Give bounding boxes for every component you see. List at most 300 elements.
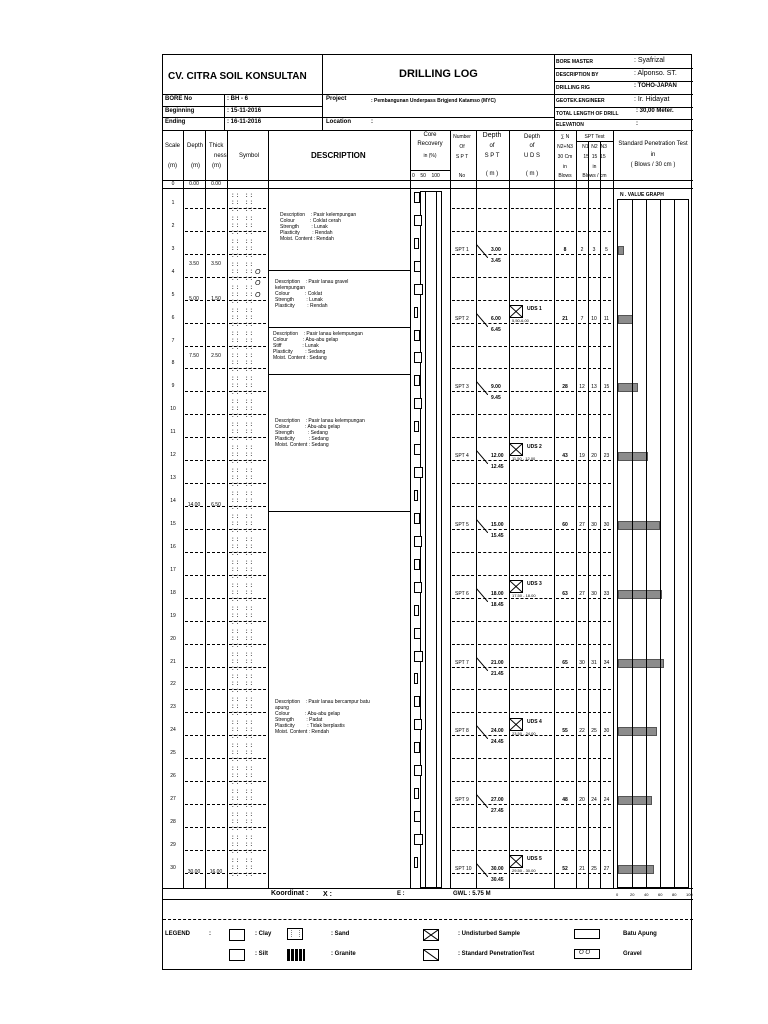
n-value-bar — [618, 315, 633, 324]
row-divider — [511, 644, 552, 645]
n-value-bar — [618, 521, 660, 530]
row-divider — [207, 277, 225, 278]
row-divider — [578, 300, 611, 301]
core-piece — [414, 421, 419, 432]
col-depth-uds-4: ( m ) — [525, 171, 539, 177]
spt-n3: 24 — [603, 797, 610, 804]
bore-master-label: BORE MASTER — [556, 59, 593, 65]
drilling-rig-value: : TOHO-JAPAN — [634, 83, 677, 89]
col-number: Number — [453, 134, 471, 140]
location-label: Location — [326, 119, 351, 125]
scale-label: 22 — [170, 681, 176, 688]
row-divider — [207, 483, 225, 484]
batu-apung-swatch — [574, 929, 600, 939]
zero-scale: 0 — [171, 181, 175, 187]
layer-thickness: 6.50 — [211, 502, 221, 509]
row-divider — [556, 781, 574, 782]
scale-label: 23 — [170, 704, 176, 711]
spt-sum-n: 63 — [562, 590, 568, 597]
spt-sum-n: 65 — [562, 659, 568, 666]
symbol-hatch: :: :: :: :: :: :: — [231, 719, 255, 741]
row-divider — [452, 391, 474, 392]
ending-label: Ending — [165, 119, 186, 125]
row-divider — [511, 552, 552, 553]
row-divider — [578, 277, 611, 278]
spt-number: SPT 10 — [455, 865, 472, 872]
row-divider — [207, 368, 225, 369]
legend-gravel: Gravel — [623, 951, 642, 957]
row-divider — [556, 460, 574, 461]
row-divider — [185, 598, 203, 599]
scale-label: 6 — [171, 314, 175, 321]
core-piece — [414, 490, 418, 501]
row-divider — [185, 231, 203, 232]
row-divider — [185, 552, 203, 553]
core-piece — [414, 513, 420, 524]
row-divider — [207, 758, 225, 759]
project-value: : Pembangunan Underpass Brigjend Katamso (MYC) — [371, 98, 496, 104]
spt-n1: 30 — [579, 659, 585, 666]
row-divider — [452, 689, 474, 690]
row-divider — [578, 667, 611, 668]
n-value-bar — [618, 659, 664, 668]
symbol-hatch: :: :: :: :: :: :: — [231, 421, 255, 443]
core-piece — [414, 696, 420, 707]
row-divider — [578, 621, 611, 622]
row-divider — [578, 689, 611, 690]
row-divider — [556, 689, 574, 690]
row-divider — [478, 368, 507, 369]
row-divider — [452, 460, 474, 461]
total-length-label: TOTAL LENGTH OF DRILL — [556, 111, 619, 117]
row-divider — [185, 850, 203, 851]
clay-swatch — [229, 929, 245, 941]
spt-depth-top: 3.00 — [491, 246, 501, 253]
row-divider — [478, 483, 507, 484]
uds-marker — [509, 580, 523, 593]
scale-label: 15 — [170, 520, 176, 527]
row-divider — [556, 850, 574, 851]
scale-label: 17 — [170, 566, 176, 573]
legend-undisturbed: : Undisturbed Sample — [458, 931, 521, 937]
spt-number: SPT 7 — [455, 659, 469, 666]
scale-label: 24 — [170, 727, 176, 734]
spt-n1: 21 — [579, 865, 585, 872]
row-divider — [556, 391, 574, 392]
scale-label: 29 — [170, 841, 176, 848]
elevation-value: : — [636, 121, 638, 127]
row-divider — [556, 873, 574, 874]
row-divider — [478, 827, 507, 828]
scale-label: 13 — [170, 475, 176, 482]
col-depth-uds-3: U D S — [523, 153, 540, 159]
row-divider — [556, 644, 574, 645]
row-divider — [578, 208, 611, 209]
col-std-3: ( Blows / 30 cm ) — [630, 162, 676, 168]
spt-n3: 33 — [603, 590, 610, 597]
layer-thickness: 2.50 — [211, 352, 221, 359]
row-divider — [452, 850, 474, 851]
row-divider — [207, 323, 225, 324]
uds-range: 17.50 - 18.00 — [512, 593, 536, 599]
core-piece — [414, 352, 422, 363]
spt-n3: 11 — [603, 315, 610, 322]
row-divider — [578, 346, 611, 347]
spt-n1: 2 — [580, 246, 584, 253]
bore-no-label: BORE No — [165, 96, 192, 102]
row-divider — [556, 735, 574, 736]
row-divider — [478, 277, 507, 278]
legend-silt: : Silt — [255, 951, 268, 957]
core-piece — [414, 284, 423, 295]
row-divider — [511, 231, 552, 232]
row-divider — [185, 575, 203, 576]
col-std: Standard Penetration Test — [618, 141, 688, 147]
legend-spt: : Standard PenetrationTest — [458, 951, 535, 957]
spt-number: SPT 5 — [455, 521, 469, 528]
koordinat-e: E : — [397, 891, 405, 897]
col-depth-spt: Depth — [482, 132, 502, 139]
graph-gridline — [674, 199, 675, 888]
col-core: Core — [423, 132, 437, 138]
spt-sum-n: 55 — [562, 728, 568, 735]
layer-thickness: 3.50 — [211, 261, 221, 268]
core-piece — [414, 811, 421, 822]
scale-label: 8 — [171, 360, 175, 367]
row-divider — [511, 667, 552, 668]
row-divider — [452, 208, 474, 209]
core-piece — [414, 742, 420, 753]
row-divider — [511, 414, 552, 415]
n-value-bar — [618, 727, 657, 736]
row-divider — [452, 781, 474, 782]
col-symbol: Symbol — [239, 153, 260, 159]
symbol-hatch: :: :: :: :: :: :: — [231, 375, 255, 397]
spt-n1: 22 — [579, 728, 585, 735]
spt-marker — [476, 657, 488, 671]
col-core-2: Recovery — [417, 141, 443, 147]
col-thick-unit: (m) — [212, 163, 221, 169]
row-divider — [478, 552, 507, 553]
symbol-hatch: :: :: :: :: :: :: — [231, 558, 255, 580]
scale-label: 14 — [170, 498, 176, 505]
core-piece — [414, 582, 422, 593]
spt-n3: 15 — [603, 384, 610, 391]
row-divider — [207, 644, 225, 645]
row-divider — [452, 506, 474, 507]
row-divider — [207, 689, 225, 690]
symbol-hatch: :: :: :: :: :: :: — [231, 512, 255, 534]
row-divider — [511, 850, 552, 851]
col-depth-uds-2: of — [529, 143, 535, 149]
symbol-hatch: :: :: :: :: :: :: — [231, 833, 255, 855]
layer-depth: 14.00 — [187, 502, 201, 509]
row-divider — [452, 575, 474, 576]
spt-depth-top: 21.00 — [491, 659, 504, 666]
gravel-swatch: O O — [574, 949, 600, 959]
uds-label: UDS 5 — [527, 856, 542, 863]
row-divider — [578, 414, 611, 415]
uds-marker — [509, 443, 523, 456]
row-divider — [556, 414, 574, 415]
core-piece — [414, 559, 420, 570]
col-number-2: Of — [459, 144, 465, 150]
spt-depth-bottom: 24.45 — [491, 739, 504, 746]
col-depth: Depth — [187, 143, 204, 149]
row-divider — [578, 598, 611, 599]
spt-depth-bottom: 9.45 — [491, 395, 501, 402]
spt-n3: 27 — [603, 865, 610, 872]
spt-n1: 12 — [579, 384, 585, 391]
granite-swatch — [287, 949, 305, 961]
row-divider — [185, 414, 203, 415]
symbol-hatch: :: :: :: :: :: :: — [231, 535, 255, 557]
uds-range: 23.50 - 24.00 — [512, 730, 536, 736]
total-length-value: : 30,00 Meter. — [636, 108, 674, 114]
row-divider — [452, 827, 474, 828]
symbol-hatch: :: :: :: :: :: :: — [231, 352, 255, 374]
col-sumn-4: in — [563, 164, 567, 170]
row-divider — [207, 529, 225, 530]
row-divider — [556, 575, 574, 576]
spt-number: SPT 1 — [455, 246, 469, 253]
symbol-hatch: :: :: :: :: :: :: — [231, 237, 255, 259]
zero-depth: 0.00 — [189, 181, 199, 187]
row-divider — [478, 346, 507, 347]
spt-n3: 34 — [603, 659, 610, 666]
spt-depth-top: 12.00 — [491, 453, 504, 460]
n-value-bar — [618, 865, 654, 874]
core-piece — [414, 330, 420, 341]
row-divider — [207, 621, 225, 622]
row-divider — [578, 529, 611, 530]
col-sumn: ∑ N — [560, 134, 570, 140]
col-scale-unit: (m) — [168, 163, 177, 169]
col-sumn-2: N2+N3 — [557, 144, 573, 150]
row-divider — [185, 621, 203, 622]
koordinat-label: Koordinat : — [271, 890, 309, 897]
scale-label: 19 — [170, 612, 176, 619]
row-divider — [478, 575, 507, 576]
spt-depth-top: 27.00 — [491, 797, 504, 804]
col-depth-spt-4: ( m ) — [485, 171, 499, 177]
uds-marker — [509, 718, 523, 731]
row-divider — [452, 598, 474, 599]
row-divider — [478, 300, 507, 301]
n-value-bar — [618, 590, 662, 599]
scale-label: 18 — [170, 589, 176, 596]
col-sumn-5: Blows — [558, 173, 572, 179]
spt-number: SPT 6 — [455, 590, 469, 597]
spt-depth-bottom: 27.45 — [491, 808, 504, 815]
row-divider — [578, 254, 611, 255]
layer-1-description: Description : Pasir kelempungan Colour : Coklat cerah Strength : Lunak Plasticity : Rendah Moist. Content : Rendah — [280, 212, 357, 242]
spt-n3: 5 — [605, 246, 608, 253]
layer-3-description: Description : Pasir lanau kelempungan Colour : Abu-abu gelap Stiff : Lunak Plasticity : Sedang Moist. Content : Sedang — [273, 331, 363, 361]
spt-number: SPT 4 — [455, 453, 469, 460]
spt-depth-top: 9.00 — [491, 384, 501, 391]
symbol-hatch: :: :: :: :: :: :: — [231, 191, 255, 213]
row-divider — [207, 781, 225, 782]
spt-depth-bottom: 30.45 — [491, 876, 504, 883]
spt-n1: 27 — [579, 590, 585, 597]
symbol-hatch: :: :: :: :: :: :: — [231, 306, 255, 328]
row-divider — [556, 346, 574, 347]
bore-no-value: : BH - 6 — [227, 96, 248, 102]
row-divider — [207, 346, 225, 347]
row-divider — [578, 506, 611, 507]
row-divider — [578, 850, 611, 851]
beginning-value: : 15-11-2016 — [227, 108, 262, 114]
scale-label: 4 — [171, 268, 175, 275]
row-divider — [478, 437, 507, 438]
row-divider — [207, 414, 225, 415]
row-divider — [478, 644, 507, 645]
geotek-engineer-value: : Ir. Hidayat — [634, 96, 670, 103]
beginning-label: Beginning — [165, 108, 195, 114]
row-divider — [185, 529, 203, 530]
symbol-hatch: :: :: :: :: :: :: — [231, 856, 255, 878]
core-piece — [414, 398, 422, 409]
row-divider — [452, 712, 474, 713]
col-depth-unit: (m) — [191, 163, 200, 169]
symbol-hatch: :: :: :: :: :: :: — [231, 696, 255, 718]
row-divider — [511, 506, 552, 507]
uds-range: 29.50 - 30.00 — [512, 868, 536, 874]
row-divider — [185, 781, 203, 782]
spt-marker — [476, 794, 488, 808]
scale-label: 16 — [170, 543, 176, 550]
bore-master-value: : Syafrizal — [634, 57, 665, 64]
row-divider — [452, 300, 474, 301]
spt-number: SPT 2 — [455, 315, 469, 322]
row-divider — [578, 231, 611, 232]
drilling-rig-label: DRILLING RIG — [556, 85, 590, 91]
graph-gridline — [646, 199, 647, 888]
sand-swatch: : : : : — [287, 928, 303, 940]
row-divider — [185, 460, 203, 461]
gravel-symbol: O — [255, 280, 261, 288]
row-divider — [556, 323, 574, 324]
scale-label: 30 — [170, 864, 176, 871]
document-title: DRILLING LOG — [399, 68, 478, 80]
row-divider — [511, 529, 552, 530]
row-divider — [511, 827, 552, 828]
spt-n2: 3 — [592, 246, 596, 253]
col-number-4: No — [458, 173, 466, 179]
row-divider — [452, 231, 474, 232]
n-value-graph-title: N . VALUE GRAPH — [620, 192, 664, 198]
row-divider — [511, 758, 552, 759]
row-divider — [556, 621, 574, 622]
row-divider — [185, 277, 203, 278]
symbol-hatch: :: :: :: :: :: :: — [231, 467, 255, 489]
row-divider — [185, 391, 203, 392]
row-divider — [207, 667, 225, 668]
uds-marker — [509, 305, 523, 318]
col-depth-spt-2: of — [489, 143, 495, 149]
row-divider — [207, 552, 225, 553]
row-divider — [578, 575, 611, 576]
layer-thickness: 1.50 — [211, 295, 221, 302]
scale-label: 21 — [170, 658, 176, 665]
row-divider — [452, 667, 474, 668]
row-divider — [511, 368, 552, 369]
core-piece — [414, 467, 423, 478]
row-divider — [207, 735, 225, 736]
graph-tick-label: 60 — [658, 892, 663, 897]
col-description: DESCRIPTION — [311, 151, 366, 160]
spt-marker — [476, 588, 488, 602]
row-divider — [556, 208, 574, 209]
spt-depth-bottom: 18.45 — [491, 601, 504, 608]
legend-granite: : Granite — [331, 951, 356, 957]
col-sumn-3: 30 Cm — [557, 154, 573, 160]
row-divider — [207, 712, 225, 713]
spt-n2: 24 — [591, 797, 597, 804]
row-divider — [452, 483, 474, 484]
spt-swatch — [423, 949, 439, 961]
spt-n2: 30 — [591, 590, 597, 597]
spt-sum-n: 8 — [563, 246, 567, 253]
row-divider — [207, 598, 225, 599]
project-label: Project — [326, 96, 347, 102]
row-divider — [578, 735, 611, 736]
scale-label: 11 — [170, 429, 176, 436]
row-divider — [452, 277, 474, 278]
scale-label: 9 — [171, 383, 175, 390]
row-divider — [478, 758, 507, 759]
row-divider — [578, 781, 611, 782]
row-divider — [511, 689, 552, 690]
row-divider — [452, 873, 474, 874]
row-divider — [556, 529, 574, 530]
row-divider — [207, 575, 225, 576]
undisturbed-swatch — [423, 929, 439, 941]
n-value-graph — [617, 199, 689, 888]
row-divider — [452, 437, 474, 438]
row-divider — [452, 644, 474, 645]
description-by-value: : Alponso. ST. — [634, 70, 677, 77]
spt-sum-n: 52 — [562, 865, 568, 872]
col-core-scale: 0 50 100 — [412, 173, 440, 179]
row-divider — [511, 391, 552, 392]
scale-label: 3 — [171, 245, 175, 252]
row-divider — [578, 758, 611, 759]
row-divider — [185, 368, 203, 369]
spt-sum-n: 60 — [562, 521, 568, 528]
symbol-hatch: :: :: :: :: :: :: — [231, 490, 255, 512]
spt-depth-bottom: 6.45 — [491, 326, 501, 333]
spt-marker — [476, 519, 488, 533]
row-divider — [578, 827, 611, 828]
row-divider — [185, 712, 203, 713]
legend-colon: : — [209, 931, 211, 937]
row-divider — [185, 758, 203, 759]
layer-4-description: Description : Pasir lanau kelempungan Colour : Abu-abu gelap Strength : Sedang Plasticity : Sedang Moist. Content : Sedang — [275, 418, 365, 448]
layer-2-description: Description : Pasir lanau gravel kelempungan Colour : Coklat Strength : Lunak Plasticity : Rendah — [275, 279, 349, 309]
row-divider — [185, 644, 203, 645]
row-divider — [185, 667, 203, 668]
row-divider — [511, 208, 552, 209]
row-divider — [452, 621, 474, 622]
scale-label: 1 — [171, 199, 175, 206]
row-divider — [556, 827, 574, 828]
symbol-hatch: :: :: :: :: :: :: — [231, 604, 255, 626]
uds-marker — [509, 855, 523, 868]
row-divider — [578, 368, 611, 369]
row-divider — [556, 712, 574, 713]
